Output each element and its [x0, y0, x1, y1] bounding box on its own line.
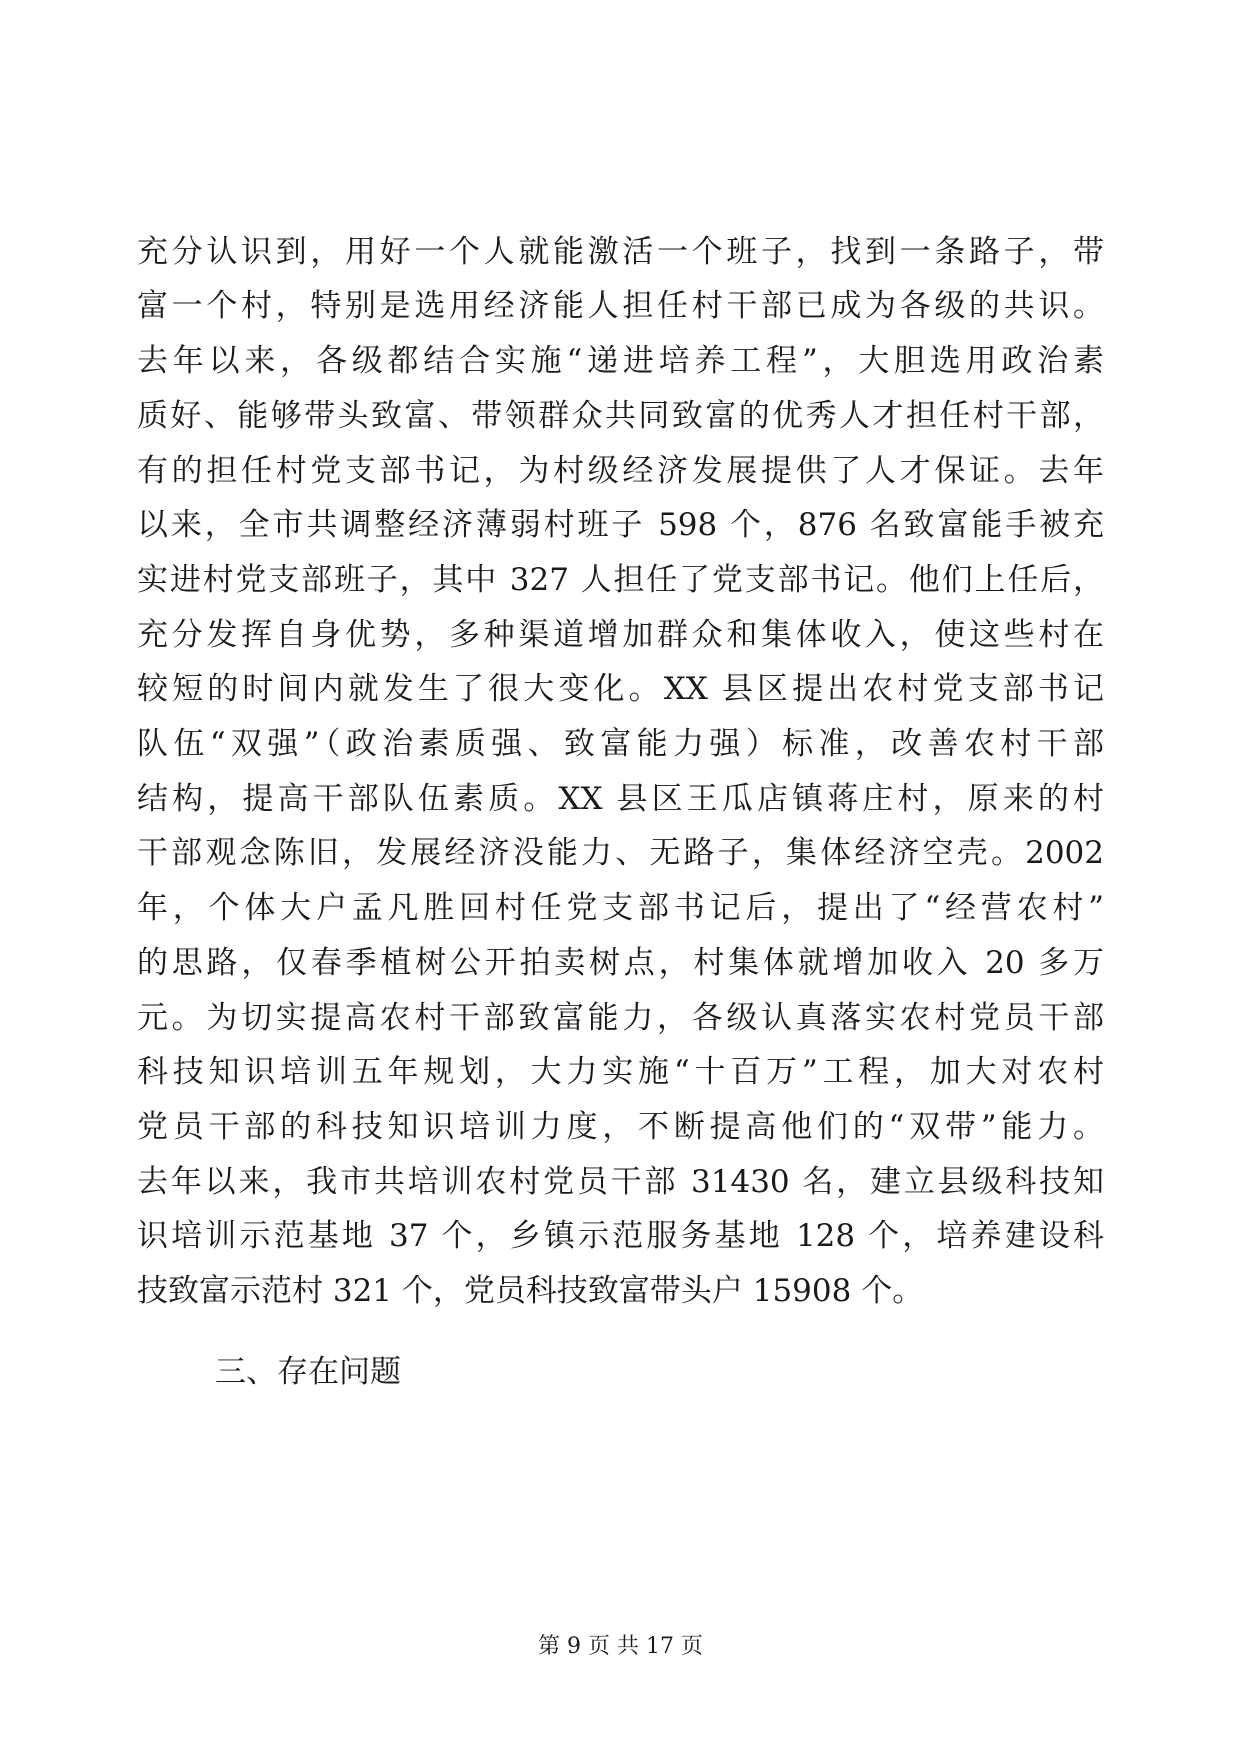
paragraph-line: 有的担任村党支部书记，为村级经济发展提供了人才保证。去年 [137, 453, 1104, 489]
paragraph-line: 去年以来，各级都结合实施“递进培养工程”，大胆选用政治素 [137, 343, 1104, 379]
paragraph-line: 去年以来，我市共培训农村党员干部 31430 名，建立县级科技知 [137, 1164, 1104, 1200]
paragraph-line: 质好、能够带头致富、带领群众共同致富的优秀人才担任村干部， [137, 398, 1104, 434]
page-number-footer: 第 9 页 共 17 页 [538, 1634, 703, 1659]
paragraph-line: 以来，全市共调整经济薄弱村班子 598 个，876 名致富能手被充 [137, 507, 1104, 543]
paragraph-line: 年，个体大户孟凡胜回村任党支部书记后，提出了“经营农村” [137, 890, 1104, 926]
paragraph-line: 技致富示范村 321 个，党员科技致富带头户 15908 个。 [137, 1273, 924, 1309]
paragraph-line: 元。为切实提高农村干部致富能力，各级认真落实农村党员干部 [137, 1000, 1104, 1036]
paragraph-line: 实进村党支部班子，其中 327 人担任了党支部书记。他们上任后， [137, 562, 1104, 598]
paragraph-line: 富一个村，特别是选用经济能人担任村干部已成为各级的共识。 [137, 288, 1104, 324]
paragraph-line: 科技知识培训五年规划，大力实施“十百万”工程，加大对农村 [137, 1054, 1104, 1090]
paragraph-line: 的思路，仅春季植树公开拍卖树点，村集体就增加收入 20 多万 [137, 945, 1104, 981]
paragraph-line: 党员干部的科技知识培训力度，不断提高他们的“双带”能力。 [137, 1109, 1104, 1145]
paragraph-line: 充分认识到，用好一个人就能激活一个班子，找到一条路子，带 [137, 234, 1104, 270]
paragraph-line: 干部观念陈旧，发展经济没能力、无路子，集体经济空壳。2002 [137, 835, 1104, 871]
paragraph-line: 队伍“双强”（政治素质强、致富能力强）标准，改善农村干部 [137, 726, 1104, 762]
paragraph-line: 结构，提高干部队伍素质。XX 县区王瓜店镇蒋庄村，原来的村 [137, 781, 1104, 817]
section-heading: 三、存在问题 [215, 1354, 401, 1390]
paragraph-line: 识培训示范基地 37 个，乡镇示范服务基地 128 个，培养建设科 [137, 1218, 1104, 1254]
paragraph-line: 较短的时间内就发生了很大变化。XX 县区提出农村党支部书记 [137, 671, 1104, 707]
paragraph-line: 充分发挥自身优势，多种渠道增加群众和集体收入，使这些村在 [137, 617, 1104, 653]
